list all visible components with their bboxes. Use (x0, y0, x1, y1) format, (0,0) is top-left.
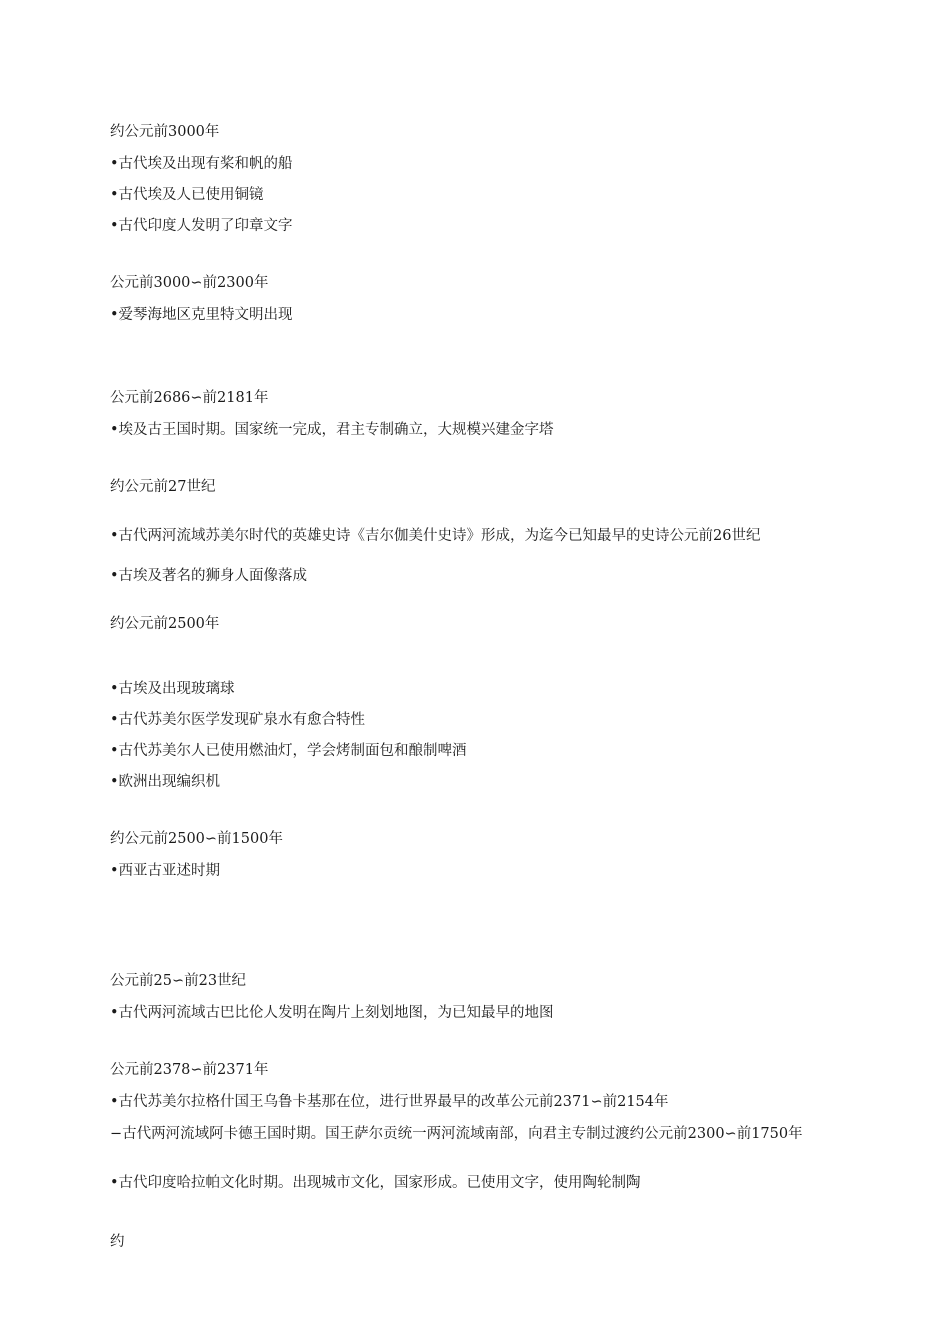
bullet-item: •古代苏美尔拉格什国王乌鲁卡基那在位，进行世界最早的改革公元前2371∽前2154年 (110, 1094, 669, 1110)
heading-year: 约公元前2500年 (110, 616, 220, 632)
bullet-item: •埃及古王国时期。国家统一完成，君主专制确立，大规模兴建金字塔 (110, 422, 554, 438)
bullet-item: •欧洲出现编织机 (110, 774, 221, 790)
heading-year: 公元前25∽前23世纪 (110, 973, 247, 989)
bullet-item: •古代两河流域古巴比伦人发明在陶片上刻划地图，为已知最早的地图 (110, 1005, 554, 1021)
bullet-item: •古代印度人发明了印章文字 (110, 218, 293, 234)
heading-year: 公元前2378∽前2371年 (110, 1062, 269, 1078)
heading-year: 约公元前27世纪 (110, 479, 216, 495)
heading-year: 约 (110, 1234, 125, 1250)
bullet-item: •古埃及著名的狮身人面像落成 (110, 568, 308, 584)
heading-year: 约公元前2500∽前1500年 (110, 831, 283, 847)
bullet-item: •爱琴海地区克里特文明出现 (110, 307, 293, 323)
bullet-item: •古代两河流域苏美尔时代的英雄史诗《吉尔伽美什史诗》形成，为迄今已知最早的史诗公元前26世纪 (110, 528, 761, 544)
heading-year: 公元前3000∽前2300年 (110, 275, 269, 291)
bullet-item: •古代印度哈拉帕文化时期。出现城市文化，国家形成。已使用文字，使用陶轮制陶 (110, 1175, 641, 1191)
bullet-item: •西亚古亚述时期 (110, 863, 221, 879)
bullet-item: •古代苏美尔人已使用燃油灯，学会烤制面包和酿制啤酒 (110, 743, 467, 759)
heading-year: 公元前2686∽前2181年 (110, 390, 269, 406)
dash-item: −古代两河流域阿卡德王国时期。国王萨尔贡统一两河流域南部，向君主专制过渡约公元前2300∽前1750年 (110, 1126, 803, 1142)
bullet-item: •古代埃及人已使用铜镜 (110, 187, 264, 203)
heading-year: 约公元前3000年 (110, 124, 220, 140)
bullet-item: •古代埃及出现有桨和帆的船 (110, 156, 293, 172)
bullet-item: •古埃及出现玻璃球 (110, 681, 235, 697)
bullet-item: •古代苏美尔医学发现矿泉水有愈合特性 (110, 712, 366, 728)
